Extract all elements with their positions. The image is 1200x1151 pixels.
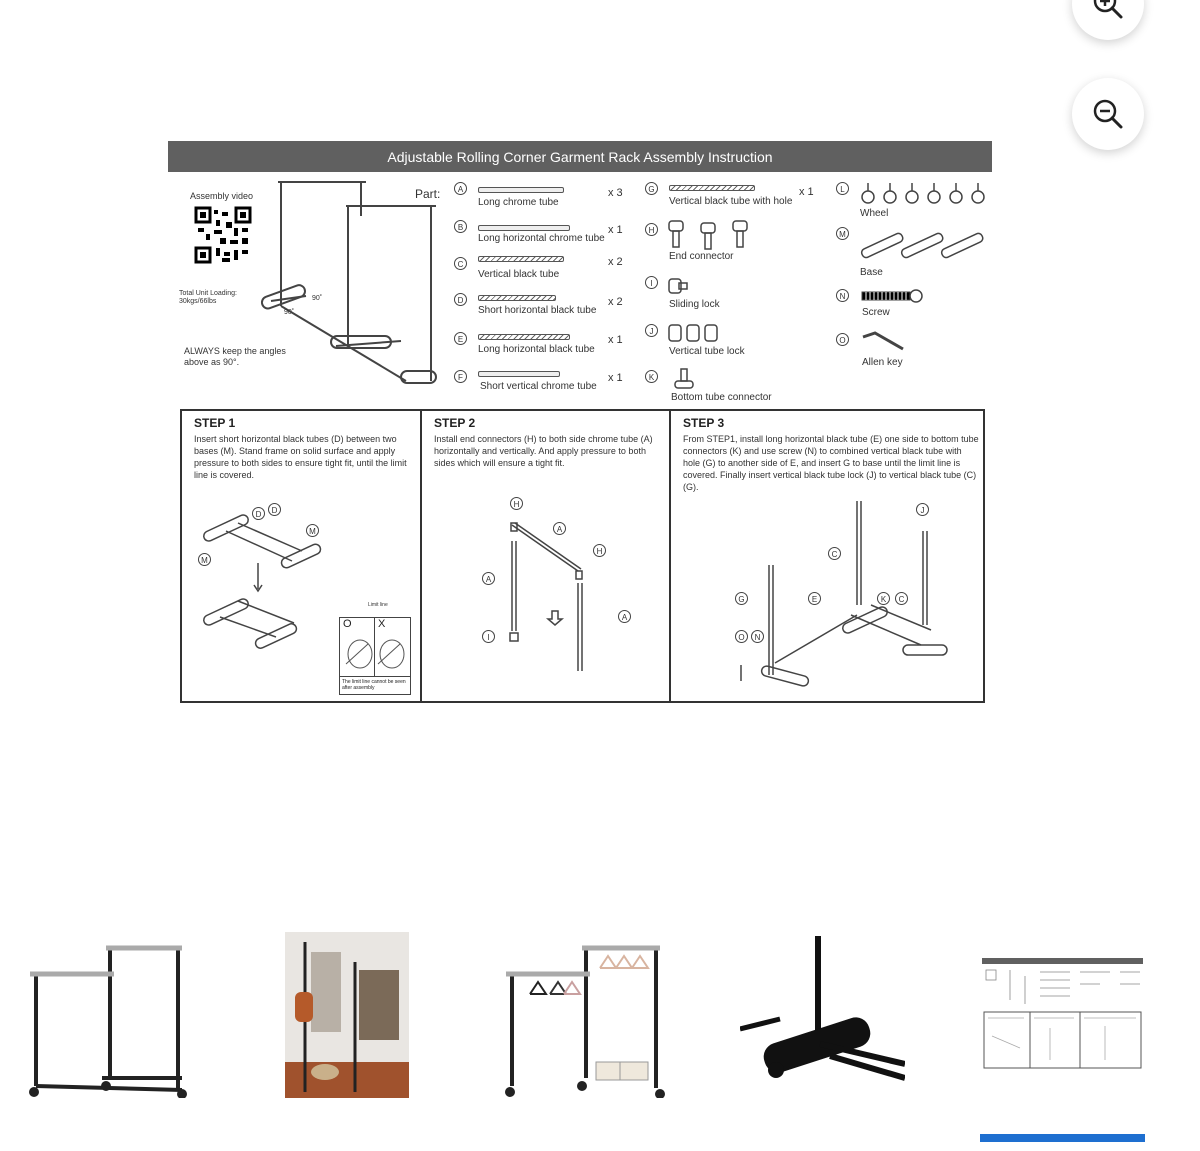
part-e-tube-icon <box>478 334 570 340</box>
zoom-in-icon <box>1090 0 1126 22</box>
step-3-diagram <box>731 495 981 695</box>
step-3-panel <box>669 411 983 701</box>
thumbnail-3[interactable] <box>500 930 670 1098</box>
angles-note-line1: ALWAYS keep the angles <box>184 346 286 356</box>
part-f-name: Short vertical chrome tube <box>480 381 597 392</box>
part-d-name: Short horizontal black tube <box>478 305 597 316</box>
main-product-image[interactable] <box>168 141 992 703</box>
part-letter-j: J <box>645 324 658 337</box>
vertical-tube-lock-icon <box>667 322 721 344</box>
step-1-diagram <box>196 501 326 651</box>
part-l-name: Wheel <box>860 208 889 219</box>
limit-note-line1: The limit line cannot be seen <box>342 679 406 685</box>
part-b-qty: x 1 <box>608 224 623 236</box>
angle-label-2: 90˚ <box>284 309 295 316</box>
part-f-qty: x 1 <box>608 372 623 384</box>
part-b-name: Long horizontal chrome tube <box>478 233 605 244</box>
part-c-qty: x 2 <box>608 256 623 268</box>
step-3-title: STEP 3 <box>683 416 725 430</box>
sliding-lock-icon <box>667 276 691 298</box>
part-letter-c: C <box>454 257 467 270</box>
part-letter-b: B <box>454 220 467 233</box>
part-letter-m: M <box>836 227 849 240</box>
part-h-name: End connector <box>669 251 734 262</box>
part-c-name: Vertical black tube <box>478 269 560 280</box>
part-d-tube-icon <box>478 295 556 301</box>
part-c-tube-icon <box>478 256 564 262</box>
rack-photo-base-closeup <box>740 934 905 1098</box>
part-i-name: Sliding lock <box>669 299 720 310</box>
step-1-label-m1: M <box>306 524 319 537</box>
step-2-label-h2: H <box>593 544 606 557</box>
qr-code-icon <box>194 206 252 264</box>
part-letter-e: E <box>454 332 467 345</box>
part-k-name: Bottom tube connector <box>671 392 772 403</box>
end-connector-icon <box>665 217 757 251</box>
step-3-label-n: N <box>751 630 764 643</box>
part-letter-l: L <box>836 182 849 195</box>
step-2-label-a1: A <box>553 522 566 535</box>
thumbnail-2[interactable] <box>285 930 409 1098</box>
rack-overview-diagram <box>256 176 441 401</box>
part-g-tube-icon <box>669 185 755 191</box>
step-3-label-c2: C <box>895 592 908 605</box>
step-3-text: From STEP1, install long horizontal black tube (E) one side to bottom tube connectors (K) and use screw (N) to combined vertical black tube with hole (G) to another side of E, and insert G to base until the limit line is covered. Finally insert vertical black tube lock (J) to vertical black tube (C)(G). <box>683 434 979 492</box>
part-letter-n: N <box>836 289 849 302</box>
part-g-name: Vertical black tube with hole <box>669 196 793 207</box>
assembly-instruction-thumb <box>980 956 1145 1072</box>
part-letter-k: K <box>645 370 658 383</box>
step-3-label-o: O <box>735 630 748 643</box>
bottom-tube-connector-icon <box>673 367 697 391</box>
part-e-qty: x 1 <box>608 334 623 346</box>
rack-photo-hangers <box>500 938 670 1098</box>
part-letter-i: I <box>645 276 658 289</box>
instruction-title: Adjustable Rolling Corner Garment Rack Assembly Instruction <box>168 141 992 172</box>
selected-thumbnail-indicator <box>980 1134 1145 1142</box>
part-letter-f: F <box>454 370 467 383</box>
step-3-label-c1: C <box>828 547 841 560</box>
rack-photo-clothes <box>285 932 409 1098</box>
part-d-qty: x 2 <box>608 296 623 308</box>
limit-ok-mark: O <box>343 618 352 630</box>
step-2-diagram <box>482 511 612 681</box>
part-letter-g: G <box>645 182 658 195</box>
part-e-name: Long horizontal black tube <box>478 344 595 355</box>
step-3-label-j: J <box>916 503 929 516</box>
step-1-label-m2: M <box>198 553 211 566</box>
parts-heading: Part: <box>415 187 441 201</box>
step-3-label-k: K <box>877 592 890 605</box>
part-letter-h: H <box>645 223 658 236</box>
step-2-label-i: I <box>482 630 495 643</box>
part-a-qty: x 3 <box>608 187 623 199</box>
allen-key-icon <box>861 331 907 353</box>
step-1-panel <box>182 411 420 701</box>
limit-line-diagram <box>339 617 411 695</box>
part-letter-d: D <box>454 293 467 306</box>
part-a-name: Long chrome tube <box>478 197 559 208</box>
step-2-label-h1: H <box>510 497 523 510</box>
step-2-text: Install end connectors (H) to both side chrome tube (A) horizontally and vertically. And apply pressure to both sides which will ensure a tight fit. <box>434 434 653 468</box>
step-2-panel <box>420 411 669 701</box>
part-letter-o: O <box>836 333 849 346</box>
zoom-out-button[interactable] <box>1072 78 1144 150</box>
part-b-tube-icon <box>478 225 570 231</box>
step-2-label-a2: A <box>482 572 495 585</box>
part-letter-a: A <box>454 182 467 195</box>
zoom-in-button[interactable] <box>1072 0 1144 40</box>
assembly-video-label: Assembly video <box>190 191 254 201</box>
part-j-name: Vertical tube lock <box>669 346 745 357</box>
part-a-tube-icon <box>478 187 564 193</box>
step-2-title: STEP 2 <box>434 416 476 430</box>
limit-bad-mark: X <box>378 618 386 630</box>
thumbnail-1[interactable] <box>22 930 192 1098</box>
thumbnail-4[interactable] <box>740 930 905 1098</box>
part-n-name: Screw <box>862 307 890 318</box>
part-m-name: Base <box>860 267 883 278</box>
base-icon <box>858 227 990 265</box>
screw-icon <box>861 289 923 303</box>
part-g-qty: x 1 <box>799 186 814 198</box>
step-3-label-e: E <box>808 592 821 605</box>
limit-line-label: Limit line <box>368 602 388 608</box>
step-2-label-a3: A <box>618 610 631 623</box>
steps-panel <box>180 409 985 703</box>
step-1-text: Insert short horizontal black tubes (D) between two bases (M). Stand frame on solid surface and apply pressure to both sides to ensure tight fit, until the limit line is covered. <box>194 434 407 480</box>
step-1-label-d2: D <box>268 503 281 516</box>
angle-label-1: 90˚ <box>312 295 323 302</box>
thumbnail-5[interactable] <box>980 930 1145 1098</box>
zoom-out-icon <box>1090 96 1126 132</box>
total-loading-value: 30kgs/66lbs <box>179 298 217 305</box>
angles-note-line2: above as 90°. <box>184 357 240 367</box>
total-loading-label: Total Unit Loading: <box>179 290 237 297</box>
step-1-title: STEP 1 <box>194 416 236 430</box>
wheel-icon <box>858 179 988 207</box>
limit-note-line2: after assembly <box>342 685 375 691</box>
rack-photo-1 <box>22 938 192 1098</box>
part-f-tube-icon <box>478 371 560 377</box>
step-1-label-d1: D <box>252 507 265 520</box>
step-3-label-g: G <box>735 592 748 605</box>
part-o-name: Allen key <box>862 357 903 368</box>
